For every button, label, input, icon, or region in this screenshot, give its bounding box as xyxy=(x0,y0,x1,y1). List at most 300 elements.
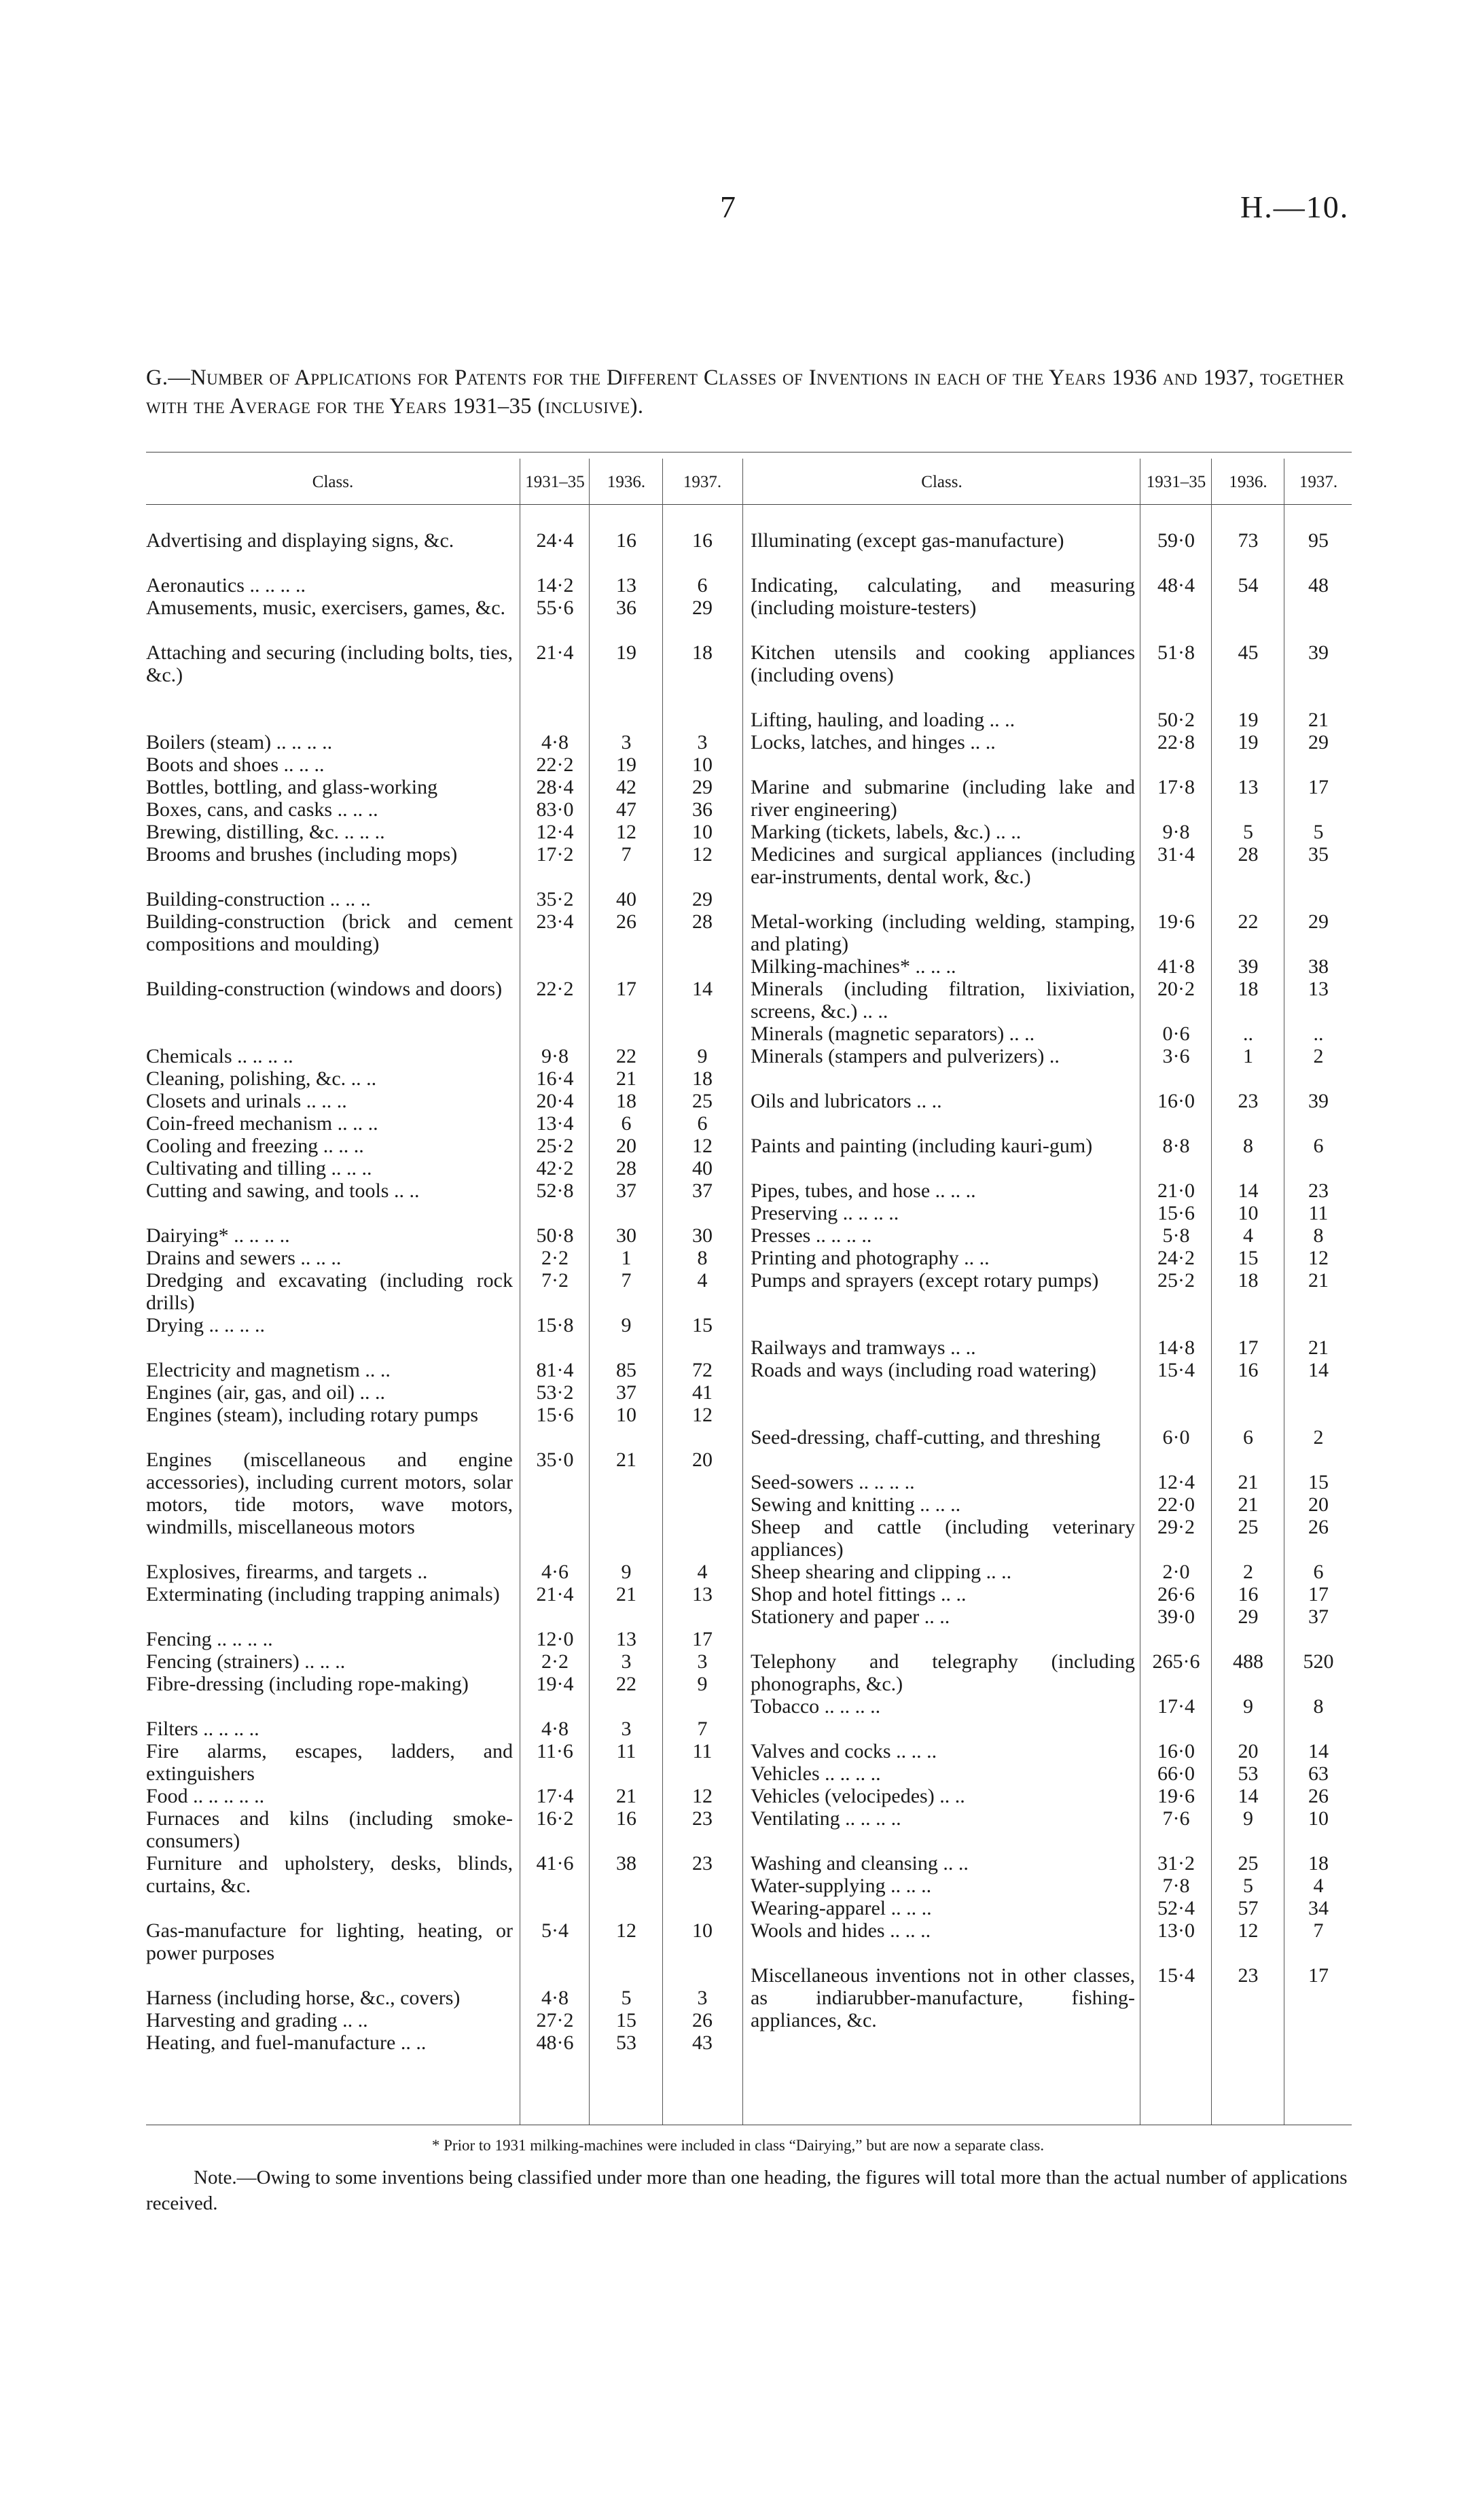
value-1936: 13 xyxy=(616,574,636,597)
header-1936-left: 1936. xyxy=(607,473,646,491)
value-1937: 14 xyxy=(1308,1740,1329,1762)
class-name: Boxes, cans, and casks .. .. .. xyxy=(146,798,378,821)
class-name: Shop and hotel fittings .. .. xyxy=(751,1583,967,1605)
value-1937: 21 xyxy=(1308,709,1329,731)
header-1937-left: 1937. xyxy=(683,473,722,491)
class-name: Lifting, hauling, and loading .. .. xyxy=(751,709,1015,731)
class-name: Pipes, tubes, and hose .. .. .. xyxy=(751,1179,976,1202)
value-1937: 520 xyxy=(1303,1650,1334,1673)
value-1936: 42 xyxy=(616,776,636,798)
class-name: Vehicles .. .. .. .. xyxy=(751,1762,881,1785)
footnote: * Prior to 1931 milking-machines were included in class “Dairying,” but are now a separate class. xyxy=(431,2137,1045,2154)
class-name: Kitchen utensils and cooking appliances (including ovens) xyxy=(751,641,1135,686)
value-1937: 34 xyxy=(1308,1897,1329,1919)
class-name: Cutting and sawing, and tools .. .. xyxy=(146,1179,420,1202)
avg-value: 24·4 xyxy=(536,529,574,552)
value-1937: 12 xyxy=(692,1404,713,1426)
avg-value: 11·6 xyxy=(537,1740,573,1762)
value-1936: 37 xyxy=(616,1179,636,1202)
avg-value: 25·2 xyxy=(1157,1269,1195,1292)
value-1936: 85 xyxy=(616,1359,636,1381)
value-1937: 9 xyxy=(697,1673,708,1695)
class-name: Metal-working (including welding, stamping, and plating) xyxy=(751,910,1135,955)
value-1936: 7 xyxy=(621,843,632,866)
class-name: Exterminating (including trapping animals) xyxy=(146,1583,500,1605)
avg-value: 7·8 xyxy=(1162,1875,1190,1897)
value-1936: 18 xyxy=(1238,978,1259,1000)
value-1936: 5 xyxy=(1243,1875,1253,1897)
avg-value: 8·8 xyxy=(1162,1135,1190,1157)
class-name: Valves and cocks .. .. .. xyxy=(751,1740,937,1762)
avg-value: 6·0 xyxy=(1162,1426,1190,1449)
value-1937: 11 xyxy=(1308,1202,1329,1224)
avg-value: 15·8 xyxy=(536,1314,574,1336)
class-name: Building-construction (windows and doors) xyxy=(146,978,503,1000)
value-1936: 21 xyxy=(1238,1471,1259,1493)
avg-value: 27·2 xyxy=(536,2009,574,2031)
class-name: Boots and shoes .. .. .. xyxy=(146,753,325,776)
value-1936: 19 xyxy=(616,641,636,664)
avg-value: 55·6 xyxy=(536,597,574,619)
avg-value: 41·6 xyxy=(536,1852,574,1875)
value-1937: 6 xyxy=(697,574,708,597)
class-name: Drains and sewers .. .. .. xyxy=(146,1247,342,1269)
value-1937: 72 xyxy=(692,1359,713,1381)
value-1937: 12 xyxy=(692,1135,713,1157)
value-1936: 7 xyxy=(621,1269,632,1292)
value-1936: 45 xyxy=(1238,641,1259,664)
avg-value: 21·4 xyxy=(536,641,574,664)
avg-value: 17·2 xyxy=(536,843,574,866)
avg-value: 4·8 xyxy=(541,1987,569,2009)
value-1936: 20 xyxy=(616,1135,636,1157)
value-1937: 30 xyxy=(692,1224,713,1247)
value-1937: 15 xyxy=(692,1314,713,1336)
avg-value: 81·4 xyxy=(536,1359,574,1381)
avg-value: 19·6 xyxy=(1157,910,1195,933)
value-1937: 26 xyxy=(1308,1516,1329,1538)
class-name: Minerals (stampers and pulverizers) .. xyxy=(751,1045,1060,1067)
value-1936: 17 xyxy=(1238,1336,1259,1359)
avg-value: 5·4 xyxy=(541,1919,569,1942)
class-name: Printing and photography .. .. xyxy=(751,1247,990,1269)
class-name: Filters .. .. .. .. xyxy=(146,1718,259,1740)
avg-value: 51·8 xyxy=(1157,641,1195,664)
value-1936: 5 xyxy=(621,1987,632,2009)
value-1937: 41 xyxy=(692,1381,713,1404)
value-1937: 6 xyxy=(1313,1135,1324,1157)
class-name: Building-construction (brick and cement compositions and moulding) xyxy=(146,910,513,955)
value-1937: 4 xyxy=(697,1561,708,1583)
value-1937: 36 xyxy=(692,798,713,821)
avg-value: 15·4 xyxy=(1157,1359,1195,1381)
class-name: Cooling and freezing .. .. .. xyxy=(146,1135,364,1157)
value-1937: 23 xyxy=(692,1852,713,1875)
value-1937: 9 xyxy=(697,1045,708,1067)
class-name: Heating, and fuel-manufacture .. .. xyxy=(146,2031,427,2054)
value-1936: 12 xyxy=(1238,1919,1259,1942)
value-1936: 8 xyxy=(1243,1135,1253,1157)
value-1936: 30 xyxy=(616,1224,636,1247)
value-1937: 95 xyxy=(1308,529,1329,552)
value-1937: 29 xyxy=(692,888,713,910)
value-1937: 13 xyxy=(1308,978,1329,1000)
value-1936: 3 xyxy=(621,1718,632,1740)
value-1937: 48 xyxy=(1308,574,1329,597)
avg-value: 14·8 xyxy=(1157,1336,1195,1359)
value-1936: 28 xyxy=(616,1157,636,1179)
value-1936: 16 xyxy=(616,1807,636,1830)
avg-value: 12·4 xyxy=(536,821,574,843)
value-1937: 17 xyxy=(1308,776,1329,798)
avg-value: 14·2 xyxy=(536,574,574,597)
value-1937: 43 xyxy=(692,2031,713,2054)
class-name: Preserving .. .. .. .. xyxy=(751,1202,899,1224)
avg-value: 22·8 xyxy=(1157,731,1195,753)
avg-value: 35·0 xyxy=(536,1449,574,1471)
value-1936: 73 xyxy=(1238,529,1259,552)
class-name: Furnaces and kilns (including smoke-consumers) xyxy=(146,1807,513,1852)
value-1937: 18 xyxy=(692,1067,713,1090)
avg-value: 16·2 xyxy=(536,1807,574,1830)
avg-value: 48·6 xyxy=(536,2031,574,2054)
class-name: Engines (steam), including rotary pumps xyxy=(146,1404,479,1426)
value-1937: 3 xyxy=(697,1650,708,1673)
value-1937: 10 xyxy=(1308,1807,1329,1830)
value-1936: 18 xyxy=(1238,1269,1259,1292)
class-name: Wools and hides .. .. .. xyxy=(751,1919,931,1942)
class-name: Railways and tramways .. .. xyxy=(751,1336,976,1359)
avg-value: 52·4 xyxy=(1157,1897,1195,1919)
value-1936: 3 xyxy=(621,731,632,753)
avg-value: 22·2 xyxy=(536,978,574,1000)
avg-value: 20·4 xyxy=(536,1090,574,1112)
class-name: Engines (miscellaneous and engine accessories), including current motors, solar motors, tide motors, wave motors, windmills, miscellaneous motors xyxy=(146,1449,513,1538)
value-1936: 9 xyxy=(1243,1807,1253,1830)
class-name: Seed-sowers .. .. .. .. xyxy=(751,1471,915,1493)
value-1936: 13 xyxy=(616,1628,636,1650)
value-1937: 2 xyxy=(1313,1045,1324,1067)
class-name: Aeronautics .. .. .. .. xyxy=(146,574,306,597)
class-name: Pumps and sprayers (except rotary pumps) xyxy=(751,1269,1099,1292)
class-name: Roads and ways (including road watering) xyxy=(751,1359,1097,1381)
value-1936: 14 xyxy=(1238,1179,1259,1202)
value-1936: 39 xyxy=(1238,955,1259,978)
value-1937: 28 xyxy=(692,910,713,933)
value-1936: 19 xyxy=(1238,709,1259,731)
avg-value: 24·2 xyxy=(1157,1247,1195,1269)
value-1937: 3 xyxy=(697,1987,708,2009)
value-1937: 8 xyxy=(1313,1695,1324,1718)
class-name: Marine and submarine (including lake and river engineering) xyxy=(751,776,1135,821)
avg-value: 9·8 xyxy=(1162,821,1190,843)
value-1937: 4 xyxy=(697,1269,708,1292)
value-1936: 15 xyxy=(616,2009,636,2031)
value-1937: 18 xyxy=(1308,1852,1329,1875)
avg-value: 28·4 xyxy=(536,776,574,798)
avg-value: 15·4 xyxy=(1157,1964,1195,1987)
value-1937: 12 xyxy=(692,1785,713,1807)
value-1936: 26 xyxy=(616,910,636,933)
value-1936: 22 xyxy=(1238,910,1259,933)
value-1937: 6 xyxy=(697,1112,708,1135)
class-name: Sewing and knitting .. .. .. xyxy=(751,1493,961,1516)
value-1937: 14 xyxy=(692,978,713,1000)
avg-value: 15·6 xyxy=(1157,1202,1195,1224)
avg-value: 23·4 xyxy=(536,910,574,933)
avg-value: 12·0 xyxy=(536,1628,574,1650)
class-name: Electricity and magnetism .. .. xyxy=(146,1359,391,1381)
value-1936: 6 xyxy=(621,1112,632,1135)
value-1937: 8 xyxy=(697,1247,708,1269)
value-1936: 21 xyxy=(616,1449,636,1471)
table-title: G.—Number of Applications for Patents for the Different Classes of Inventions in each of the Years 1936 and 1937, together with the Average for the Years 1931–35 (inclusive). xyxy=(146,366,1345,419)
value-1936: 1 xyxy=(621,1247,632,1269)
avg-value: 21·0 xyxy=(1157,1179,1195,1202)
class-name: Harvesting and grading .. .. xyxy=(146,2009,368,2031)
value-1936: 4 xyxy=(1243,1224,1253,1247)
class-name: Ventilating .. .. .. .. xyxy=(751,1807,901,1830)
value-1937: 17 xyxy=(692,1628,713,1650)
avg-value: 53·2 xyxy=(536,1381,574,1404)
value-1937: 23 xyxy=(1308,1179,1329,1202)
value-1936: 40 xyxy=(616,888,636,910)
value-1937: 13 xyxy=(692,1583,713,1605)
header-class-left: Class. xyxy=(312,473,354,491)
header-avg-left: 1931–35 xyxy=(525,473,585,491)
value-1936: 9 xyxy=(621,1561,632,1583)
value-1937: 10 xyxy=(692,753,713,776)
class-name: Marking (tickets, labels, &c.) .. .. xyxy=(751,821,1022,843)
value-1937: 10 xyxy=(692,1919,713,1942)
value-1936: 13 xyxy=(1238,776,1259,798)
value-1937: 25 xyxy=(692,1090,713,1112)
page-number: 7 xyxy=(720,190,736,224)
value-1937: 17 xyxy=(1308,1964,1329,1987)
value-1937: 18 xyxy=(692,641,713,664)
class-name: Closets and urinals .. .. .. xyxy=(146,1090,347,1112)
value-1936: 25 xyxy=(1238,1852,1259,1875)
avg-value: 26·6 xyxy=(1157,1583,1195,1605)
avg-value: 59·0 xyxy=(1157,529,1195,552)
class-name: Minerals (including filtration, lixiviation, screens, &c.) .. .. xyxy=(751,978,1135,1023)
value-1937: 17 xyxy=(1308,1583,1329,1605)
value-1937: 63 xyxy=(1308,1762,1329,1785)
class-name: Locks, latches, and hinges .. .. xyxy=(751,731,996,753)
avg-value: 17·4 xyxy=(536,1785,574,1807)
value-1936: 29 xyxy=(1238,1605,1259,1628)
value-1937: 20 xyxy=(692,1449,713,1471)
avg-value: 9·8 xyxy=(541,1045,569,1067)
class-name: Sheep shearing and clipping .. .. xyxy=(751,1561,1012,1583)
avg-value: 25·2 xyxy=(536,1135,574,1157)
class-name: Boilers (steam) .. .. .. .. xyxy=(146,731,333,753)
value-1937: 21 xyxy=(1308,1269,1329,1292)
value-1937: 37 xyxy=(692,1179,713,1202)
avg-value: 19·6 xyxy=(1157,1785,1195,1807)
avg-value: 2·2 xyxy=(541,1650,569,1673)
class-name: Fire alarms, escapes, ladders, and extinguishers xyxy=(146,1740,513,1785)
class-name: Fencing .. .. .. .. xyxy=(146,1628,273,1650)
value-1936: 22 xyxy=(616,1045,636,1067)
col-divider xyxy=(742,459,743,2125)
value-1936: 10 xyxy=(616,1404,636,1426)
value-1937: 16 xyxy=(692,529,713,552)
avg-value: 42·2 xyxy=(536,1157,574,1179)
avg-value: 265·6 xyxy=(1152,1650,1200,1673)
avg-value: 31·2 xyxy=(1157,1852,1195,1875)
avg-value: 41·8 xyxy=(1157,955,1195,978)
value-1936: 9 xyxy=(621,1314,632,1336)
avg-value: 35·2 xyxy=(536,888,574,910)
value-1937: 38 xyxy=(1308,955,1329,978)
header-1936-right: 1936. xyxy=(1229,473,1267,491)
value-1936: 2 xyxy=(1243,1561,1253,1583)
class-name: Seed-dressing, chaff-cutting, and threshing xyxy=(751,1426,1101,1449)
value-1936: 23 xyxy=(1238,1964,1259,1987)
class-name: Illuminating (except gas-manufacture) xyxy=(751,529,1064,552)
avg-value: 12·4 xyxy=(1157,1471,1195,1493)
value-1936: 37 xyxy=(616,1381,636,1404)
class-name: Engines (air, gas, and oil) .. .. xyxy=(146,1381,386,1404)
class-name: Brooms and brushes (including mops) xyxy=(146,843,458,866)
value-1937: .. xyxy=(1313,1023,1324,1045)
class-name: Telephony and telegraphy (including phonographs, &c.) xyxy=(751,1650,1135,1695)
avg-value: 22·2 xyxy=(536,753,574,776)
value-1937: 10 xyxy=(692,821,713,843)
avg-value: 16·0 xyxy=(1157,1090,1195,1112)
avg-value: 21·4 xyxy=(536,1583,574,1605)
avg-value: 4·6 xyxy=(541,1561,569,1583)
avg-value: 15·6 xyxy=(536,1404,574,1426)
avg-value: 2·2 xyxy=(541,1247,569,1269)
value-1937: 2 xyxy=(1313,1426,1324,1449)
value-1936: 28 xyxy=(1238,843,1259,866)
value-1936: 488 xyxy=(1233,1650,1263,1673)
avg-value: 31·4 xyxy=(1157,843,1195,866)
value-1937: 23 xyxy=(692,1807,713,1830)
value-1937: 26 xyxy=(1308,1785,1329,1807)
avg-value: 83·0 xyxy=(536,798,574,821)
value-1936: 18 xyxy=(616,1090,636,1112)
class-name: Washing and cleansing .. .. xyxy=(751,1852,969,1875)
value-1937: 7 xyxy=(1313,1919,1324,1942)
value-1936: 22 xyxy=(616,1673,636,1695)
class-name: Paints and painting (including kauri-gum) xyxy=(751,1135,1093,1157)
class-name: Cleaning, polishing, &c. .. .. xyxy=(146,1067,377,1090)
value-1937: 12 xyxy=(1308,1247,1329,1269)
value-1936: 47 xyxy=(616,798,636,821)
class-name: Indicating, calculating, and measuring (including moisture-testers) xyxy=(751,574,1135,619)
col-divider xyxy=(662,459,663,2125)
class-name: Chemicals .. .. .. .. xyxy=(146,1045,293,1067)
avg-value: 22·0 xyxy=(1157,1493,1195,1516)
value-1936: 21 xyxy=(616,1067,636,1090)
value-1937: 35 xyxy=(1308,843,1329,866)
class-name: Oils and lubricators .. .. xyxy=(751,1090,942,1112)
value-1937: 21 xyxy=(1308,1336,1329,1359)
class-name: Gas-manufacture for lighting, heating, or power purposes xyxy=(146,1919,513,1964)
value-1936: .. xyxy=(1243,1023,1253,1045)
class-name: Harness (including horse, &c., covers) xyxy=(146,1987,461,2009)
class-name: Food .. .. .. .. .. xyxy=(146,1785,265,1807)
value-1937: 29 xyxy=(692,776,713,798)
value-1937: 4 xyxy=(1313,1875,1324,1897)
class-name: Miscellaneous inventions not in other classes, as indiarubber-manufacture, fishing-appliances, &c. xyxy=(751,1964,1135,2031)
class-name: Sheep and cattle (including veterinary appliances) xyxy=(751,1516,1135,1561)
value-1937: 5 xyxy=(1313,821,1324,843)
class-name: Wearing-apparel .. .. .. xyxy=(751,1897,932,1919)
value-1937: 37 xyxy=(1308,1605,1329,1628)
avg-value: 5·8 xyxy=(1162,1224,1190,1247)
class-name: Dairying* .. .. .. .. xyxy=(146,1224,290,1247)
class-name: Amusements, music, exercisers, games, &c. xyxy=(146,597,506,619)
value-1937: 20 xyxy=(1308,1493,1329,1516)
col-divider xyxy=(589,459,590,2125)
value-1937: 26 xyxy=(692,2009,713,2031)
avg-value: 4·8 xyxy=(541,1718,569,1740)
value-1937: 40 xyxy=(692,1157,713,1179)
avg-value: 52·8 xyxy=(536,1179,574,1202)
avg-value: 4·8 xyxy=(541,731,569,753)
value-1937: 7 xyxy=(697,1718,708,1740)
value-1937: 14 xyxy=(1308,1359,1329,1381)
avg-value: 48·4 xyxy=(1157,574,1195,597)
value-1936: 14 xyxy=(1238,1785,1259,1807)
avg-value: 19·4 xyxy=(536,1673,574,1695)
value-1936: 21 xyxy=(616,1785,636,1807)
avg-value: 17·4 xyxy=(1157,1695,1195,1718)
value-1936: 20 xyxy=(1238,1740,1259,1762)
class-name: Cultivating and tilling .. .. .. xyxy=(146,1157,372,1179)
avg-value: 13·4 xyxy=(536,1112,574,1135)
header-avg-right: 1931–35 xyxy=(1146,473,1206,491)
avg-value: 66·0 xyxy=(1157,1762,1195,1785)
avg-value: 7·6 xyxy=(1162,1807,1190,1830)
value-1936: 53 xyxy=(1238,1762,1259,1785)
avg-value: 16·4 xyxy=(536,1067,574,1090)
value-1936: 36 xyxy=(616,597,636,619)
value-1936: 10 xyxy=(1238,1202,1259,1224)
value-1937: 29 xyxy=(692,597,713,619)
note: Note.—Owing to some inventions being classified under more than one heading, the figures will total more than the actual number of applications received. xyxy=(146,2167,1348,2214)
class-name: Attaching and securing (including bolts, ties, &c.) xyxy=(146,641,513,686)
value-1936: 5 xyxy=(1243,821,1253,843)
class-name: Milking-machines* .. .. .. xyxy=(751,955,956,978)
value-1937: 29 xyxy=(1308,910,1329,933)
class-name: Water-supplying .. .. .. xyxy=(751,1875,932,1897)
value-1937: 8 xyxy=(1313,1224,1324,1247)
value-1937: 6 xyxy=(1313,1561,1324,1583)
class-name: Dredging and excavating (including rock drills) xyxy=(146,1269,513,1314)
avg-value: 16·0 xyxy=(1157,1740,1195,1762)
class-name: Fibre-dressing (including rope-making) xyxy=(146,1673,469,1695)
class-name: Building-construction .. .. .. xyxy=(146,888,371,910)
class-name: Coin-freed mechanism .. .. .. xyxy=(146,1112,378,1135)
class-name: Vehicles (velocipedes) .. .. xyxy=(751,1785,965,1807)
avg-value: 0·6 xyxy=(1162,1023,1190,1045)
class-name: Drying .. .. .. .. xyxy=(146,1314,265,1336)
value-1936: 38 xyxy=(616,1852,636,1875)
class-name: Fencing (strainers) .. .. .. xyxy=(146,1650,346,1673)
col-divider xyxy=(1211,459,1212,2125)
header-rule xyxy=(146,504,1352,505)
value-1936: 3 xyxy=(621,1650,632,1673)
value-1936: 21 xyxy=(616,1583,636,1605)
page-reference: H.—10. xyxy=(1240,190,1350,224)
value-1937: 12 xyxy=(692,843,713,866)
class-name: Advertising and displaying signs, &c. xyxy=(146,529,454,552)
